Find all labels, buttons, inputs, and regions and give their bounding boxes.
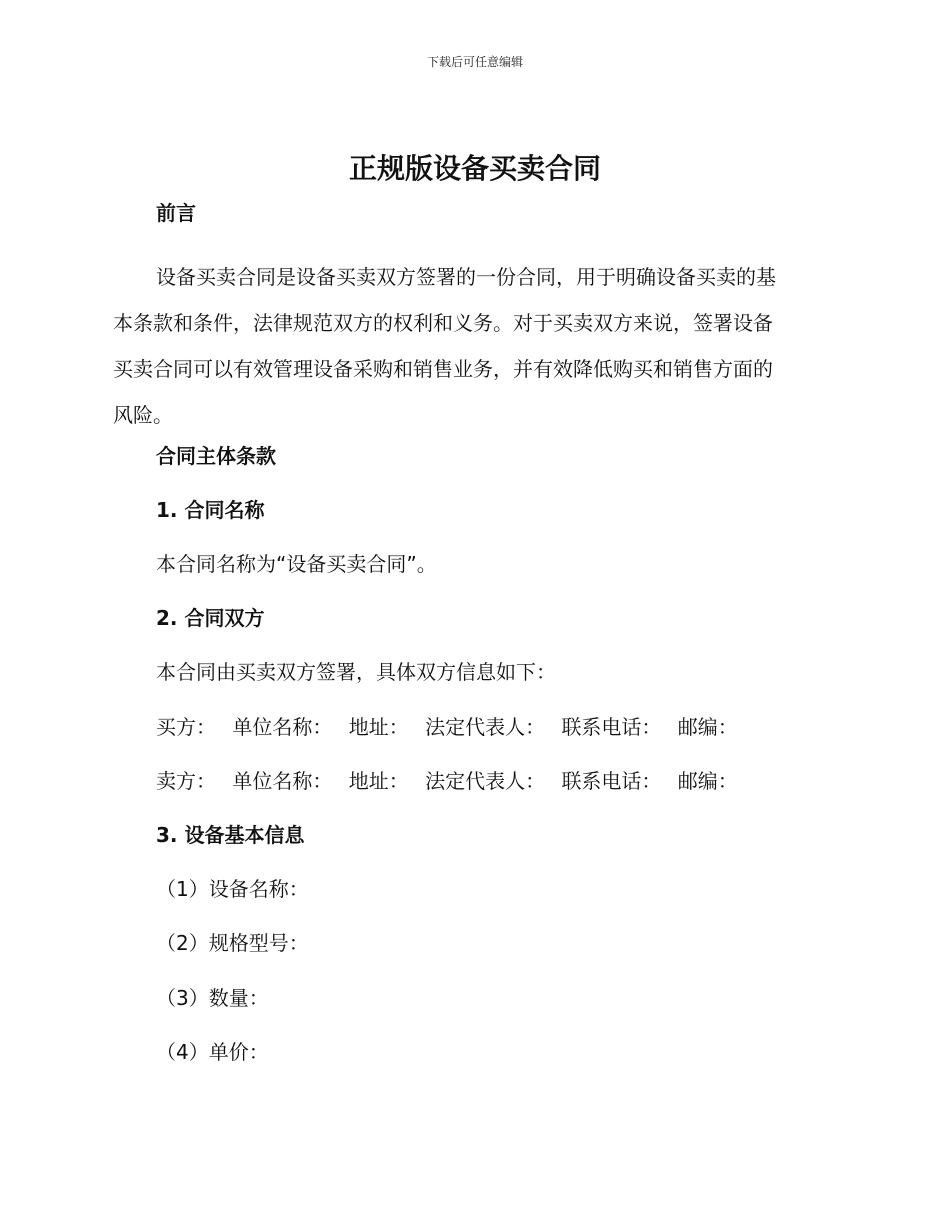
buyer-field-phone: 联系电话： (561, 715, 662, 739)
item3-field-equipment-name: （1）设备名称： (156, 877, 309, 901)
preface-line: 本条款和条件，法律规范双方的权利和义务。对于买卖双方来说，签署设备 (113, 311, 773, 335)
item3-field-model: （2）规格型号： (156, 931, 309, 955)
item1-text: 本合同名称为“设备买卖合同”。 (156, 552, 437, 576)
main-terms-heading: 合同主体条款 (156, 444, 276, 468)
item3-field-quantity: （3）数量： (156, 986, 269, 1010)
item2-text: 本合同由买卖双方签署，具体双方信息如下： (156, 660, 556, 684)
item3-heading: 3. 设备基本信息 (156, 823, 305, 847)
seller-field-unit-name: 单位名称： (232, 769, 333, 793)
preface-paragraph (113, 254, 833, 438)
seller-field-postcode: 邮编： (677, 769, 738, 793)
buyer-field-unit-name: 单位名称： (232, 715, 333, 739)
header-note: 下载后可任意编辑 (426, 55, 523, 69)
buyer-row (156, 714, 748, 740)
buyer-label: 买方： (156, 715, 216, 739)
buyer-field-address: 地址： (348, 715, 409, 739)
seller-field-address: 地址： (348, 769, 409, 793)
preface-line: 风险。 (113, 403, 173, 427)
seller-row (156, 768, 748, 794)
seller-field-phone: 联系电话： (561, 769, 662, 793)
seller-label: 卖方： (156, 769, 216, 793)
preface-heading: 前言 (156, 201, 196, 225)
preface-line: 买卖合同可以有效管理设备采购和销售业务，并有效降低购买和销售方面的 (113, 357, 773, 381)
preface-line: 设备买卖合同是设备买卖双方签署的一份合同，用于明确设备买卖的基 (156, 265, 776, 289)
buyer-field-legal-rep: 法定代表人： (425, 715, 546, 739)
document-title: 正规版设备买卖合同 (348, 152, 601, 185)
item1-heading: 1. 合同名称 (156, 498, 265, 522)
buyer-field-postcode: 邮编： (677, 715, 738, 739)
item2-heading: 2. 合同双方 (156, 606, 265, 630)
item3-field-unit-price: （4）单价： (156, 1040, 269, 1064)
seller-field-legal-rep: 法定代表人： (425, 769, 546, 793)
